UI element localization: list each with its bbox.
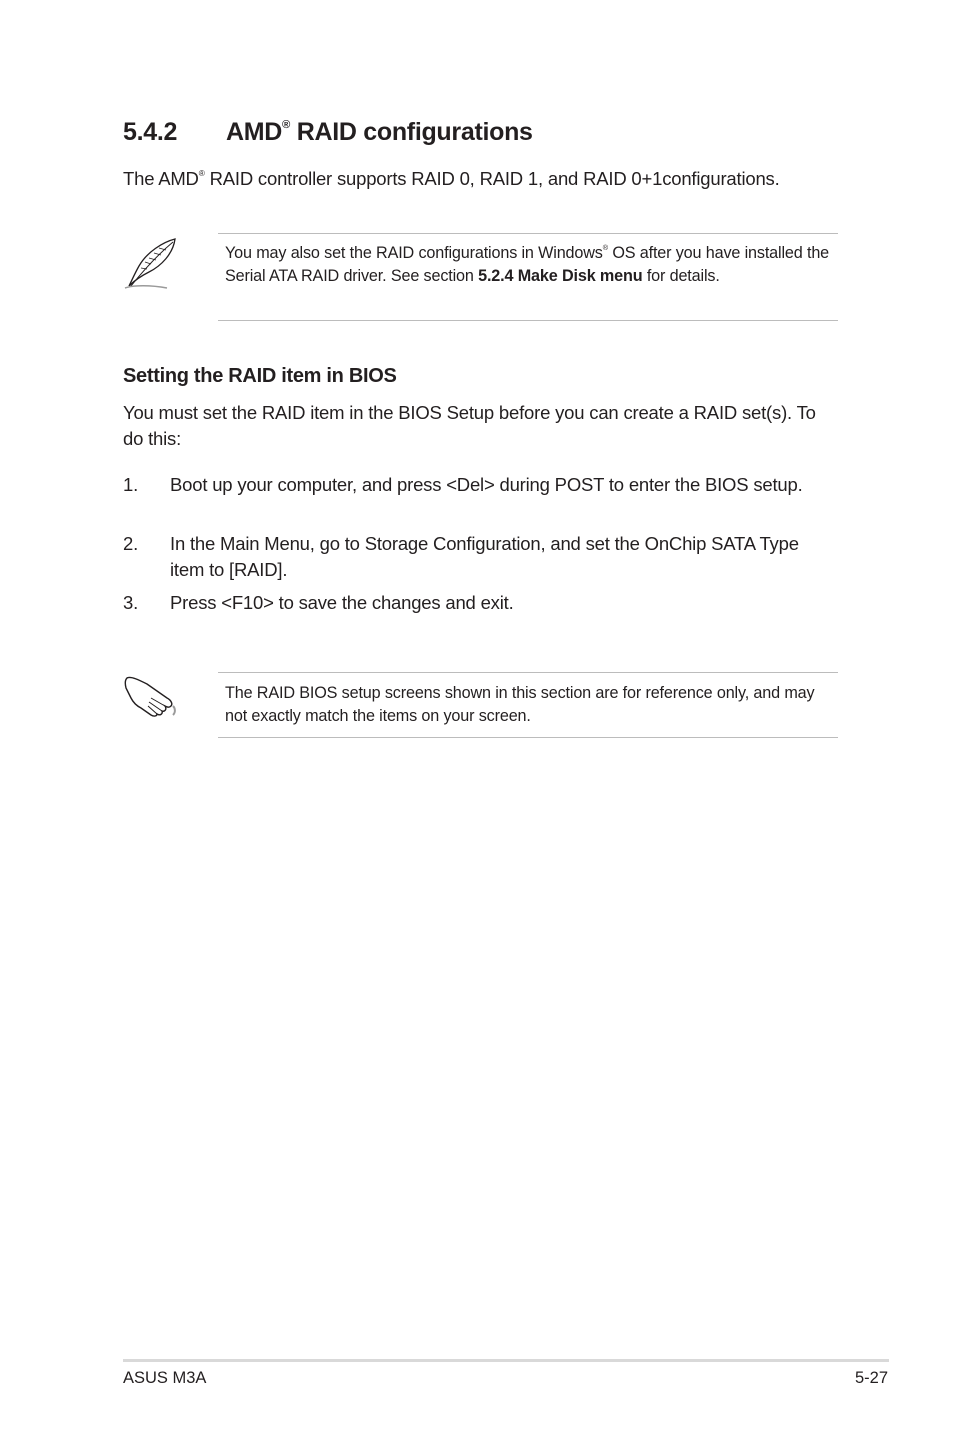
step-text: In the Main Menu, go to Storage Configuration, and set the OnChip SATA Type item to [RAID]. xyxy=(170,533,799,580)
note-box xyxy=(218,672,838,738)
subsection-paragraph: You must set the RAID item in the BIOS Setup before you can create a RAID set(s). To do this: xyxy=(123,402,816,449)
section-number: 5.4.2 xyxy=(123,118,178,146)
note-text-end: for details. xyxy=(642,267,720,285)
step-number: 2. xyxy=(123,533,139,554)
list-item xyxy=(123,472,823,498)
section-title-rest: RAID configurations xyxy=(290,118,533,146)
note-text xyxy=(218,234,838,288)
footer-divider xyxy=(123,1359,889,1362)
list-item xyxy=(123,531,823,583)
registered-mark: ® xyxy=(602,243,608,253)
feather-pen-icon xyxy=(121,236,181,297)
note-section-reference: 5.2.4 Make Disk menu xyxy=(478,267,643,285)
page-number: 5-27 xyxy=(854,1369,888,1387)
step-number: 1. xyxy=(123,474,139,495)
registered-mark: ® xyxy=(198,168,205,179)
note-text: The RAID BIOS setup screens shown in this section are for reference only, and may not exactly match the items on your screen. xyxy=(225,684,815,725)
registered-mark: ® xyxy=(282,119,291,132)
intro-paragraph xyxy=(123,166,780,192)
note-box xyxy=(218,233,838,321)
section-heading xyxy=(123,118,533,147)
section-title-brand: AMD xyxy=(226,118,283,146)
note-text-middle: OS after you have installed the Serial ATA RAID driver. See section xyxy=(225,244,830,285)
pointing-hand-icon xyxy=(121,672,181,723)
step-text: Press <F10> to save the changes and exit. xyxy=(170,592,514,613)
intro-text-end: RAID controller supports RAID 0, RAID 1, and RAID 0+1configurations. xyxy=(204,168,780,189)
subsection-heading: Setting the RAID item in BIOS xyxy=(123,365,397,387)
footer-product-name: ASUS M3A xyxy=(123,1369,207,1387)
step-number: 3. xyxy=(123,592,139,613)
step-text: Boot up your computer, and press <Del> during POST to enter the BIOS setup. xyxy=(170,474,803,495)
intro-text-start: The AMD xyxy=(123,168,199,189)
list-item xyxy=(123,590,823,616)
note-text-start: You may also set the RAID configurations in Windows xyxy=(225,244,603,262)
